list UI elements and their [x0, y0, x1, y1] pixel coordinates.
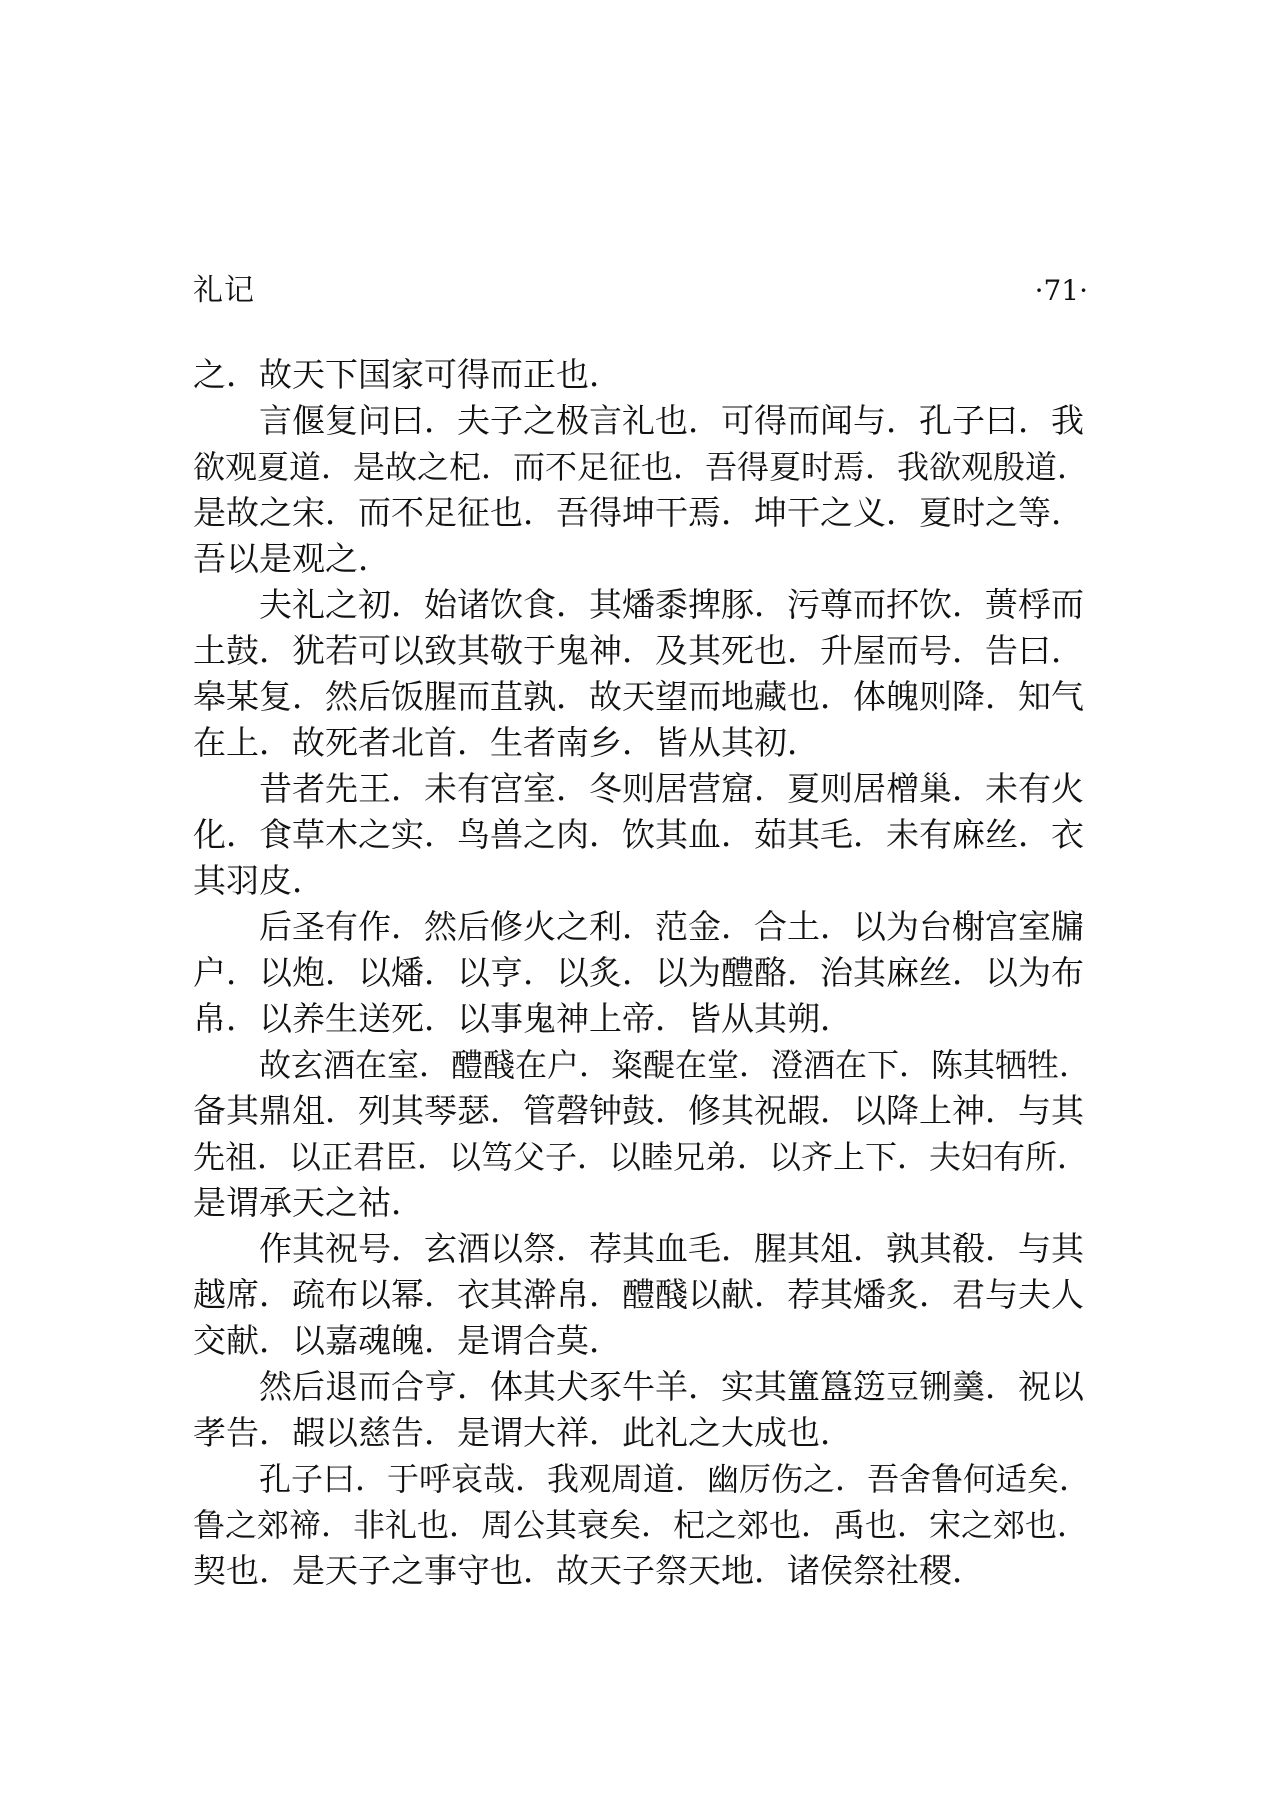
text-line: 故玄酒在室．醴醆在户．粢醍在堂．澄酒在下．陈其牺牲． — [259, 1046, 1092, 1084]
page-number: ·71· — [1034, 274, 1088, 307]
text-line: 作其祝号．玄酒以祭．荐其血毛．腥其俎．孰其殽．与其 — [259, 1229, 1084, 1268]
text-line: 昔者先王．未有宫室．冬则居营窟．夏则居橧巢．未有火 — [259, 769, 1084, 808]
text-line: 在上．故死者北首．生者南乡．皆从其初． — [193, 723, 820, 762]
text-line: 之．故天下国家可得而正也． — [193, 355, 622, 394]
text-line: 吾以是观之． — [193, 539, 391, 578]
text-line: 土鼓．犹若可以致其敬于鬼神．及其死也．升屋而号．告曰． — [193, 631, 1084, 670]
page-header — [193, 268, 1088, 314]
text-line: 帛．以养生送死．以事鬼神上帝．皆从其朔． — [193, 999, 853, 1038]
text-line: 契也．是天子之事守也．故天子祭天地．诸侯祭社稷． — [193, 1551, 985, 1590]
text-line: 言偃复问曰．夫子之极言礼也．可得而闻与．孔子曰．我 — [259, 401, 1084, 440]
text-line: 然后退而合亨．体其犬豕牛羊．实其簠簋笾豆铏羹．祝以 — [259, 1367, 1084, 1406]
text-line: 夫礼之初．始诸饮食．其燔黍捭豚．污尊而抔饮．蒉桴而 — [259, 585, 1084, 624]
text-line: 后圣有作．然后修火之利．范金．合土．以为台榭宫室牖 — [259, 907, 1084, 946]
body-text — [193, 352, 1093, 1594]
text-line: 欲观夏道．是故之杞．而不足征也．吾得夏时焉．我欲观殷道． — [193, 448, 1090, 486]
text-line: 越席．疏布以幂．衣其澣帛．醴醆以献．荐其燔炙．君与夫人 — [193, 1275, 1084, 1314]
text-line: 孔子曰．于呼哀哉．我观周道．幽厉伤之．吾舍鲁何适矣． — [259, 1460, 1092, 1498]
text-line: 户．以炮．以燔．以亨．以炙．以为醴酪．治其麻丝．以为布 — [193, 953, 1084, 992]
text-line: 鲁之郊禘．非礼也．周公其衰矣．杞之郊也．禹也．宋之郊也． — [193, 1506, 1090, 1544]
text-line: 先祖．以正君臣．以笃父子．以睦兄弟．以齐上下．夫妇有所． — [193, 1138, 1090, 1176]
text-line: 其羽皮． — [193, 861, 325, 900]
running-title: 礼记 — [193, 273, 255, 308]
text-line: 备其鼎俎．列其琴瑟．管磬钟鼓．修其祝嘏．以降上神．与其 — [193, 1091, 1084, 1130]
text-line: 化．食草木之实．鸟兽之肉．饮其血．茹其毛．未有麻丝．衣 — [193, 815, 1084, 854]
text-line: 交献．以嘉魂魄．是谓合莫． — [193, 1321, 622, 1360]
text-line: 孝告．嘏以慈告．是谓大祥．此礼之大成也． — [193, 1413, 853, 1452]
text-line: 是谓承天之祜． — [193, 1183, 424, 1222]
text-line: 皋某复．然后饭腥而苴孰．故天望而地藏也．体魄则降．知气 — [193, 677, 1084, 716]
text-line: 是故之宋．而不足征也．吾得坤干焉．坤干之义．夏时之等． — [193, 493, 1084, 532]
